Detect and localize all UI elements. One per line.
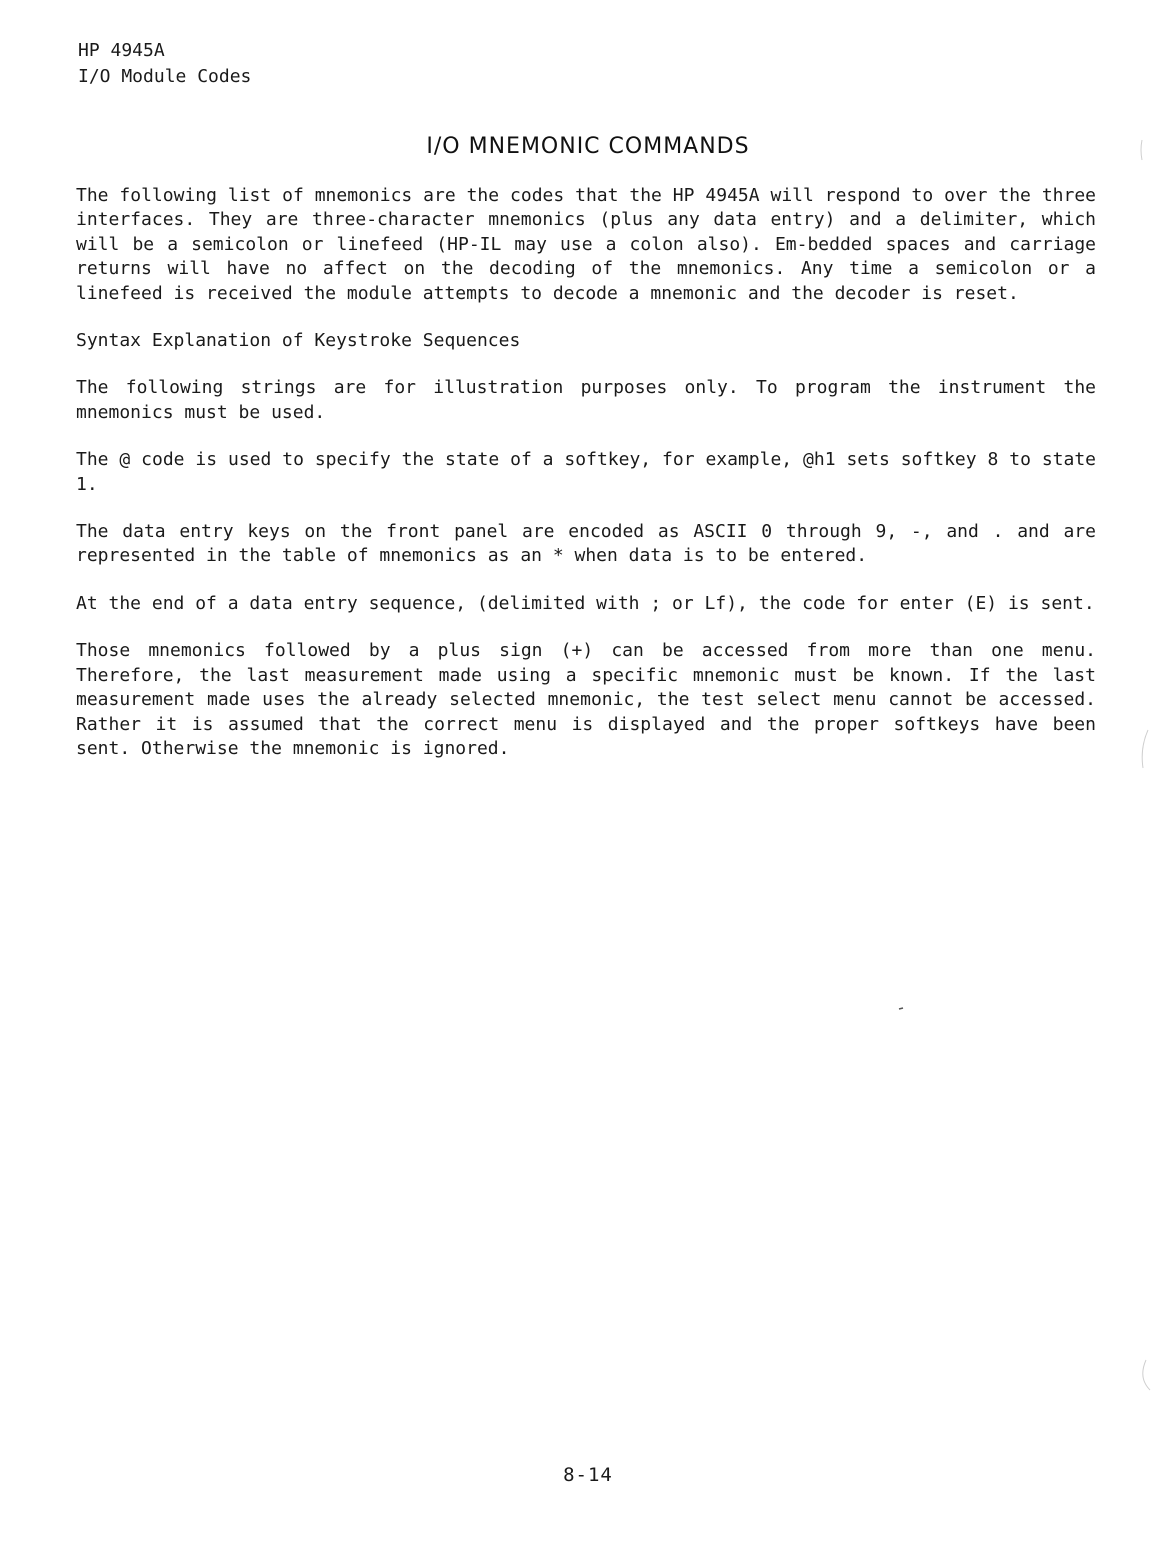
illustration-paragraph: The following strings are for illustration purposes only. To program the instrument the mnemonics must be used. [76, 377, 1096, 423]
header-section: I/O Module Codes [78, 66, 252, 87]
data-entry-paragraph: The data entry keys on the front panel are encoded as ASCII 0 through 9, -, and . and are represented in the table of mnemonics as an * when data is to be entered. [76, 521, 1096, 567]
page-number: 8-14 [563, 1464, 613, 1486]
syntax-heading: Syntax Explanation of Keystroke Sequences [76, 330, 521, 352]
page-title: I/O MNEMONIC COMMANDS [426, 134, 750, 159]
enter-code-paragraph: At the end of a data entry sequence, (delimited with ; or Lf), the code for enter (E) is sent. [76, 592, 1095, 614]
page-header [78, 38, 251, 90]
document-body [76, 184, 1096, 784]
softkey-paragraph: The @ code is used to specify the state of a softkey, for example, @h1 sets softkey 8 to state 1. [76, 449, 1096, 495]
intro-paragraph: The following list of mnemonics are the codes that the HP 4945A will respond to over the three interfaces. They are three-character mnemonics (plus any data entry) and a delimiter, which will be a semicolon or linefeed (HP-IL may use a colon also). Em-bedded spaces and carriage returns will have no affect on the decoding of the mnemonics. Any time a semicolon or a linefeed is received the module attempts to decode a mnemonic and the decoder is reset. [76, 185, 1096, 304]
plus-sign-paragraph: Those mnemonics followed by a plus sign (+) can be accessed from more than one menu. Therefore, the last measurement made using a specific mnemonic must be known. If the last measurement made uses the already selected mnemonic, the test select menu cannot be accessed. Rather it is assumed that the correct menu is displayed and the proper softkeys have been sent. Otherwise the mnemonic is ignored. [76, 640, 1096, 759]
header-model: HP 4945A [78, 40, 165, 61]
